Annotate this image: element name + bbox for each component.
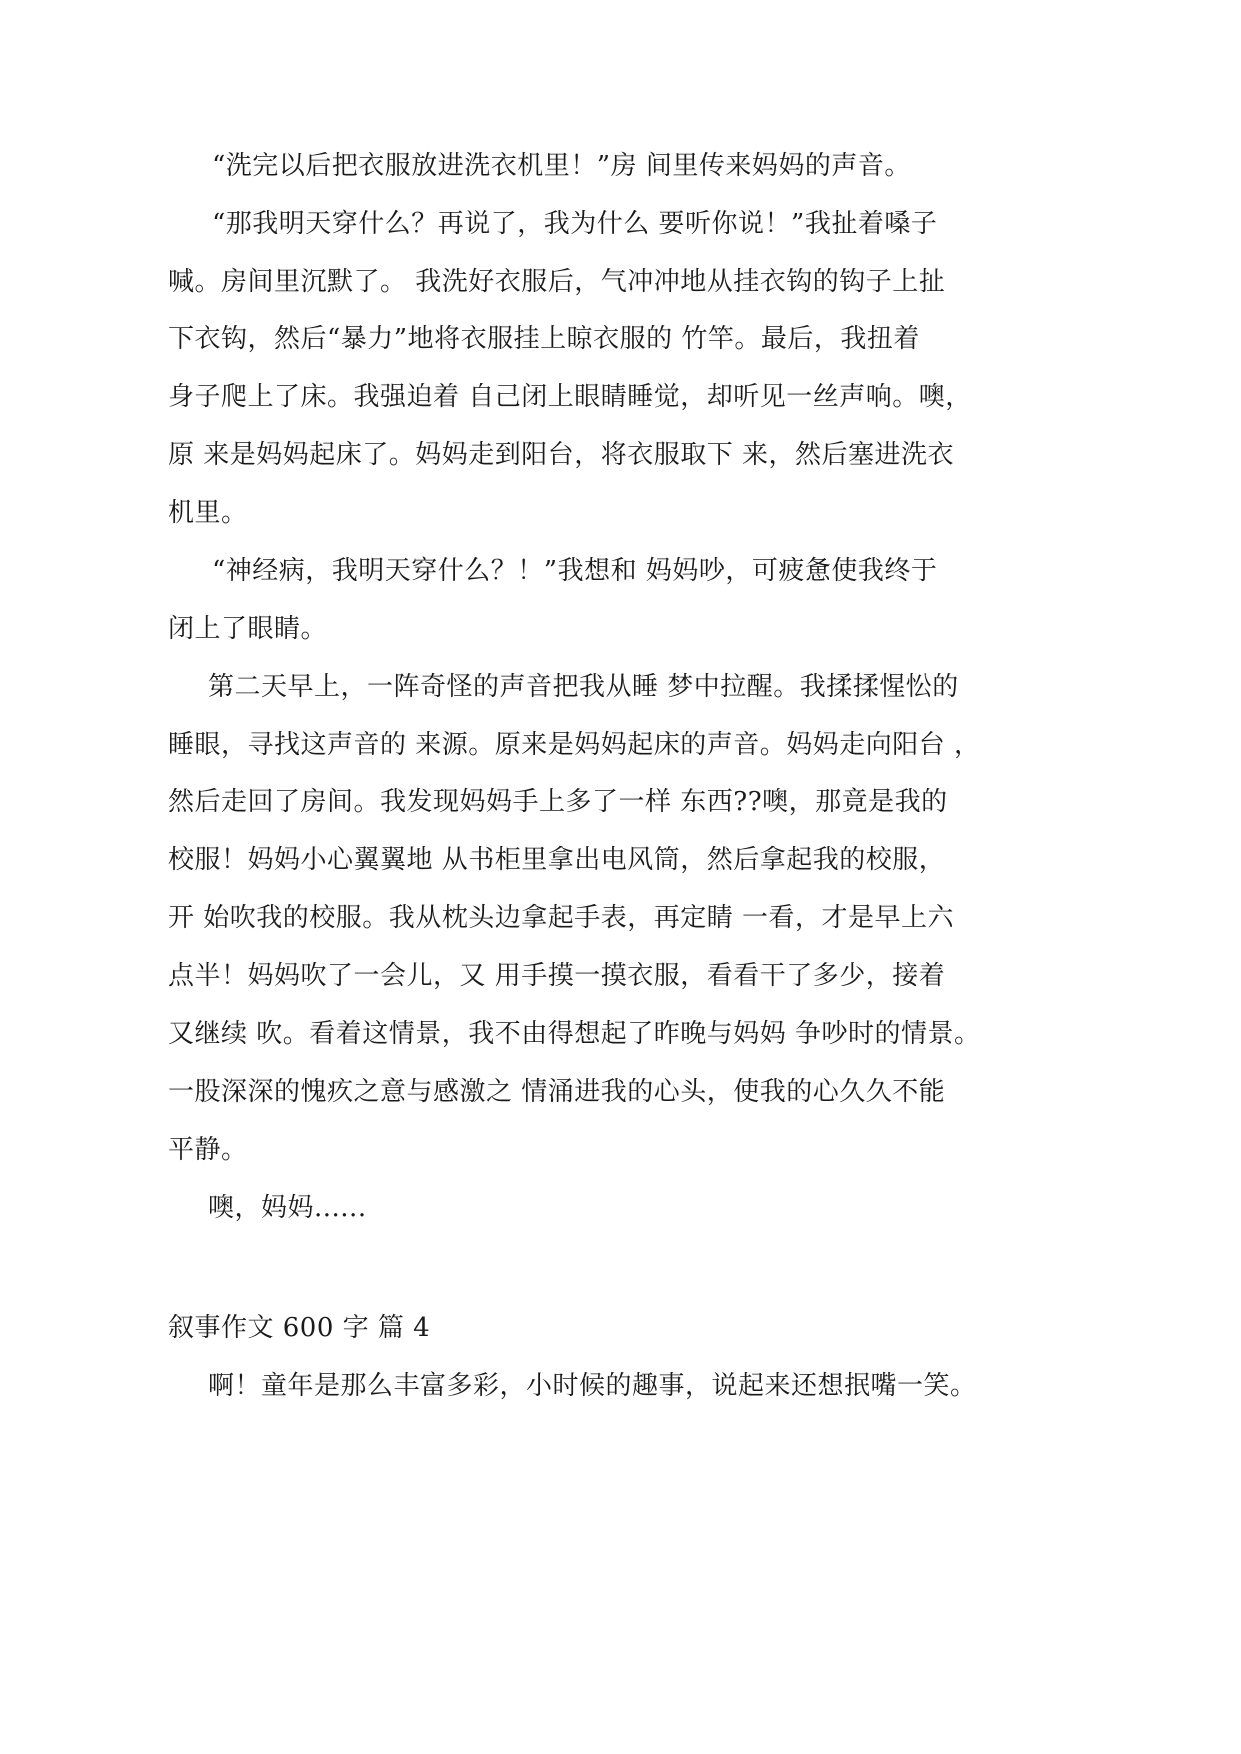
text-line-10: 第二天早上，一阵奇怪的声音把我从睡 梦中拉醒。我揉揉惺忪的: [208, 672, 959, 702]
text-line-8: “神经病，我明天穿什么？！”我想和 妈妈吵，可疲惫使我终于: [212, 556, 938, 586]
text-line-5: 身子爬上了床。我强迫着 自己闭上眼睛睡觉，却听见一丝声响。噢，: [168, 382, 972, 412]
text-line-20: 啊！童年是那么丰富多彩，小时候的趣事，说起来还想抿嘴一笑。: [208, 1371, 977, 1401]
text-line-19: 噢，妈妈......: [208, 1193, 367, 1223]
text-line-13: 校服！妈妈小心翼翼地 从书柜里拿出电风筒，然后拿起我的校服，: [168, 845, 946, 875]
section-heading: 叙事作文 600 字 篇 4: [168, 1313, 431, 1343]
text-line-11: 睡眼，寻找这声音的 来源。原来是妈妈起床的声音。妈妈走向阳台 ，: [168, 730, 981, 760]
text-line-18: 平静。: [168, 1135, 248, 1165]
text-line-3: 喊。房间里沉默了。 我洗好衣服后，气冲冲地从挂衣钩的钩子上扯: [168, 267, 946, 297]
text-line-4: 下衣钩，然后“暴力”地将衣服挂上晾衣服的 竹竿。最后，我扭着: [168, 324, 920, 354]
text-line-9: 闭上了眼睛。: [168, 614, 328, 644]
text-line-16: 又继续 吹。看着这情景，我不由得想起了昨晚与妈妈 争吵时的情景。: [168, 1019, 981, 1049]
text-line-15: 点半！妈妈吹了一会儿，又 用手摸一摸衣服，看看干了多少，接着: [168, 961, 946, 991]
text-line-7: 机里。: [168, 498, 248, 528]
text-line-17: 一股深深的愧疚之意与感激之 情涌进我的心头，使我的心久久不能: [168, 1077, 946, 1107]
text-line-14: 开 始吹我的校服。我从枕头边拿起手表，再定睛 一看，才是早上六: [168, 903, 955, 933]
text-line-2: “那我明天穿什么？再说了，我为什么 要听你说！”我扯着嗓子: [212, 209, 938, 239]
text-line-1: “洗完以后把衣服放进洗衣机里！”房 间里传来妈妈的声音。: [212, 151, 911, 181]
text-line-6: 原 来是妈妈起床了。妈妈走到阳台，将衣服取下 来，然后塞进洗衣: [168, 440, 955, 470]
text-line-12: 然后走回了房间。我发现妈妈手上多了一样 东西??噢，那竟是我的: [168, 787, 948, 817]
